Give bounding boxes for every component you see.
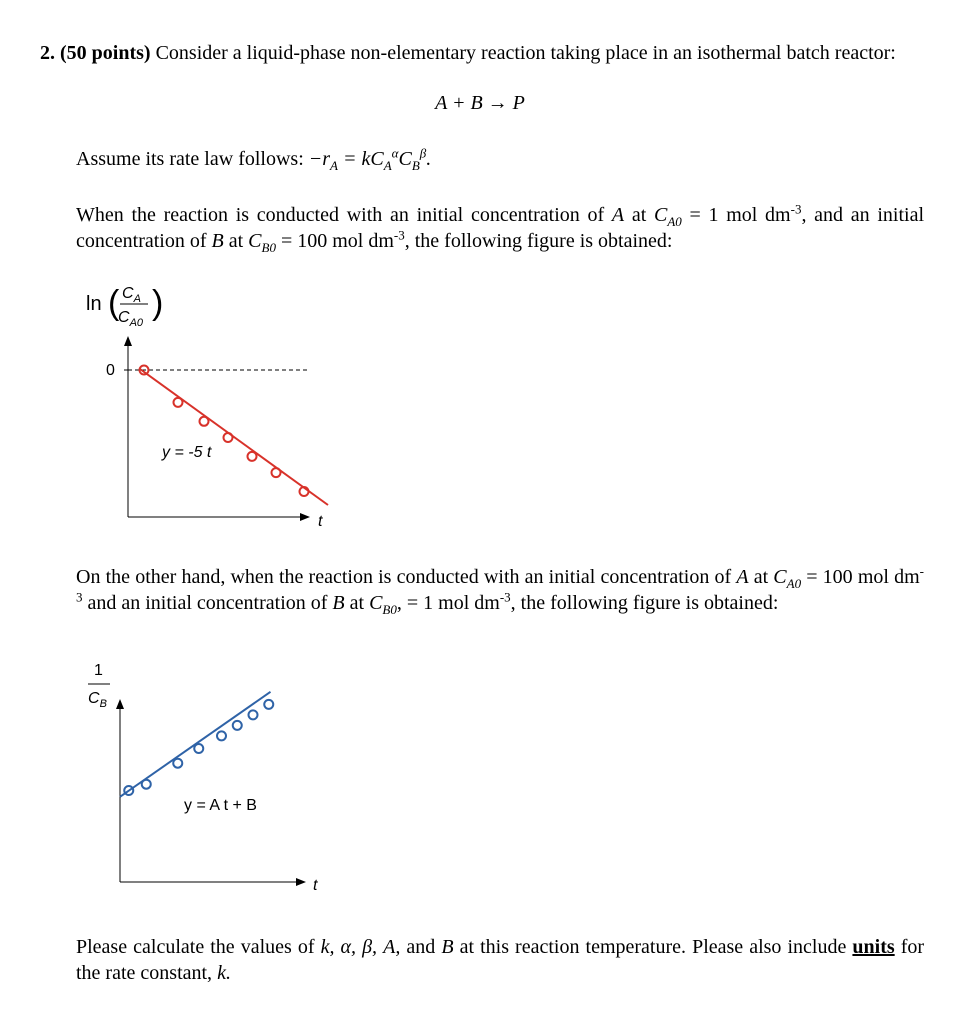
chart1-ylabel-rparen: ) [152, 284, 164, 322]
chart2-x-arrow [296, 878, 306, 886]
chart1-marks [140, 366, 329, 506]
chart2-point [249, 710, 258, 719]
chart2-ylabel-num: 1 [94, 662, 103, 679]
final-text-c: for the rate constant, [76, 936, 925, 984]
var-cb0: $C_{B0}$ [248, 230, 276, 255]
chart1-x-arrow [300, 513, 310, 521]
var-b: B [211, 230, 224, 252]
var-cb0-2: $C_{B0}$ [369, 592, 397, 617]
p1-text-g: , the following figure is obtained: [404, 230, 673, 252]
problem-number: 2. [40, 42, 55, 64]
chart1-fit-equation: y = -5 t [162, 444, 212, 461]
chart1-ylabel-den: $C_{A0}$ [118, 309, 144, 329]
chart2-point [264, 700, 273, 709]
problem-points: (50 points) [60, 42, 151, 64]
p1-text-b: at [631, 204, 647, 226]
p2-text-b: at [753, 566, 769, 588]
chart1-ylabel-num: $C_A$ [122, 285, 141, 305]
p2-text-a: On the other hand, when the reaction is conducted with an initial concentration of [76, 566, 732, 588]
final-and: and [406, 936, 436, 958]
paragraph-2: On the other hand, when the reaction is conducted with an initial concentration of A at $C_{A0} = 100$ mol $dm^{-3}$ and an initial concentration of B at $C_{B0}$, = 1 mol $dm^{-3}$, the following figure is obtained: [76, 563, 924, 617]
p1-text-f: = 100 mol dm [280, 230, 394, 252]
chart2-axes [116, 699, 306, 886]
p1-text-e: at [228, 230, 244, 252]
chart1-y-arrow [124, 336, 132, 346]
chart1-ylabel-ln: ln [86, 293, 102, 315]
var-ca0: $C_{A0}$ [653, 204, 682, 229]
chart2-point [142, 780, 151, 789]
exp-1: -3 [790, 201, 802, 217]
chart1-point [248, 452, 257, 461]
reaction-equation: A + B → P [435, 92, 525, 114]
chart2-fit-equation: y = A t + B [184, 797, 257, 814]
chart1-point [200, 417, 209, 426]
exp-3: -3 [76, 563, 924, 605]
p1-text-a: When the reaction is conducted with an initial concentration of [76, 204, 605, 226]
final-text-b: at this reaction temperature. Please also include [459, 936, 847, 958]
var-a-2: A [736, 566, 749, 588]
paragraph-1 [76, 202, 924, 254]
chart2-point [173, 759, 182, 768]
rate-law-line [76, 145, 926, 173]
p1-text-c: = 1 mol dm [689, 204, 791, 226]
chart1-point [272, 468, 281, 477]
p2-text-c: = 100 mol dm [806, 566, 920, 588]
intro-text: Consider a liquid-phase non-elementary reaction taking place in an isothermal batch reactor: [155, 42, 896, 64]
p1-text-d: , and an initial concentration of [76, 204, 925, 252]
var-a: A [611, 204, 625, 226]
chart1-point [224, 433, 233, 442]
chart1-axes [124, 336, 310, 521]
var-ca0-2: $C_{A0}$ [773, 566, 802, 591]
final-paragraph [76, 934, 924, 986]
rate-law: $-r_A = kC_A^\alpha C_B^\beta$. [308, 145, 432, 173]
chart2-ylabel-den: $C_B$ [88, 690, 107, 710]
chart2-point [194, 744, 203, 753]
final-var-b: B [441, 936, 454, 958]
final-vars: k, α, β, A, [320, 936, 401, 958]
var-b-2: B [332, 592, 345, 614]
problem-intro [40, 40, 924, 66]
chart1-point [174, 398, 183, 407]
final-k: k. [217, 962, 231, 984]
rate-law-prefix: Assume its rate law follows: [76, 148, 304, 170]
chart2-marks [120, 692, 273, 797]
p2-text-f: = 1 mol dm [406, 592, 500, 614]
chart2-point [217, 731, 226, 740]
exp-4: -3 [499, 589, 511, 605]
p2-text-e: at [349, 592, 365, 614]
chart1-xlabel: t [318, 513, 323, 530]
chart-2 [70, 655, 350, 900]
chart1-ylabel-lparen: ( [108, 284, 120, 322]
chart2-point [233, 721, 242, 730]
p2-text-d: and an initial concentration of [87, 592, 328, 614]
final-text-a: Please calculate the values of [76, 936, 315, 958]
p2-text-g: , the following figure is obtained: [510, 592, 779, 614]
units-emphasis: units [852, 936, 895, 958]
chart2-xlabel: t [313, 877, 318, 894]
exp-2: -3 [393, 227, 405, 243]
chart1-ytick-0: 0 [106, 362, 115, 379]
chart1-fit-line [140, 369, 328, 505]
chart2-y-arrow [116, 699, 124, 709]
chart-1 [70, 270, 350, 535]
